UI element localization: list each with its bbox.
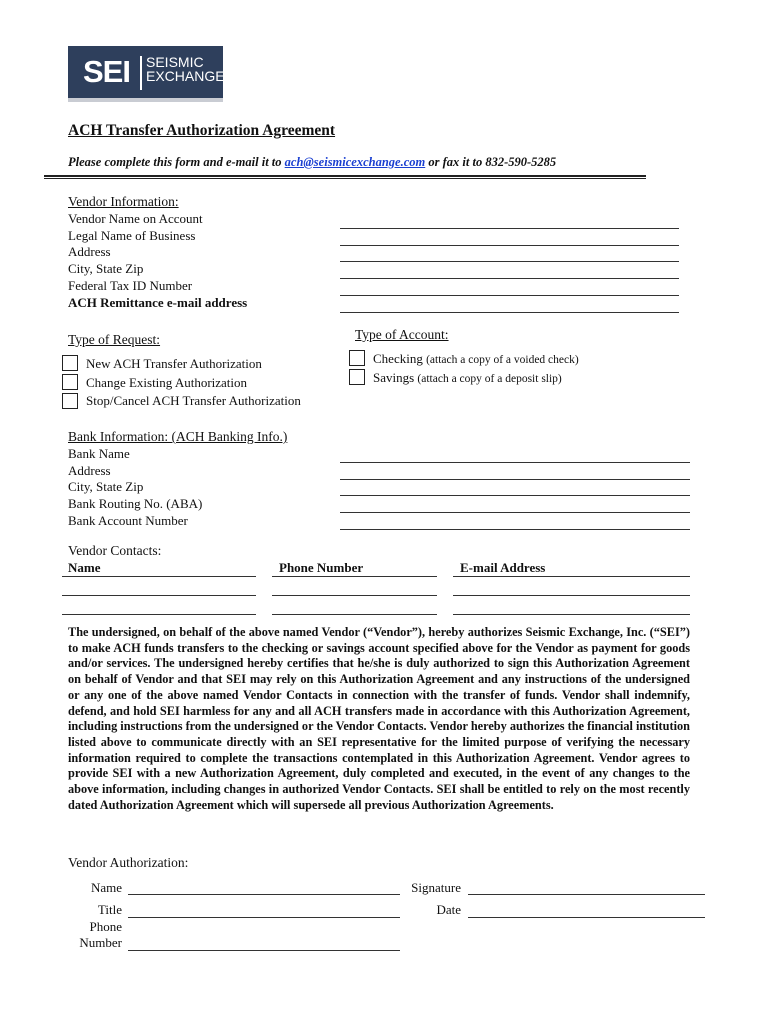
field-label: Bank Routing No. (ABA) <box>68 496 203 512</box>
legal-name-line[interactable] <box>340 245 679 246</box>
field-label: Address <box>68 462 111 478</box>
page-title: ACH Transfer Authorization Agreement <box>68 122 336 139</box>
field-label: Bank Name <box>68 446 130 461</box>
auth-date-line[interactable] <box>468 917 705 918</box>
company-logo <box>68 46 223 102</box>
auth-signature-line[interactable] <box>468 894 705 895</box>
auth-phone-label-line1: Phone <box>89 919 122 934</box>
field-label: Address <box>68 244 111 260</box>
city-state-zip-line[interactable] <box>340 278 679 279</box>
savings-note: (attach a copy of a deposit slip) <box>417 373 562 385</box>
type-of-account-heading: Type of Account: <box>355 327 449 342</box>
address-line[interactable] <box>340 261 679 262</box>
vendor-info-heading: Vendor Information: <box>68 194 179 209</box>
contact-email-line-2[interactable] <box>453 614 690 615</box>
field-label: Legal Name of Business <box>68 227 196 243</box>
tax-id-line[interactable] <box>340 295 679 296</box>
contacts-header-underline <box>272 576 437 577</box>
savings-text: Savings <box>373 370 415 385</box>
stop-cancel-checkbox[interactable] <box>62 393 78 409</box>
auth-phone-label-line2: Number <box>79 935 122 950</box>
savings-label <box>373 370 562 386</box>
auth-phone-label <box>60 919 122 951</box>
contact-phone-line-1[interactable] <box>272 595 437 596</box>
checking-checkbox[interactable] <box>349 350 365 366</box>
bank-info-labels <box>68 446 202 530</box>
bank-name-line[interactable] <box>340 462 690 463</box>
field-label: ACH Remittance e-mail address <box>68 294 248 310</box>
remittance-email-line[interactable] <box>340 312 679 313</box>
contact-name-line-1[interactable] <box>62 595 256 596</box>
contacts-col-phone: Phone Number <box>279 560 364 575</box>
vendor-info-labels <box>68 211 247 311</box>
vendor-auth-heading: Vendor Authorization: <box>68 855 189 870</box>
new-ach-checkbox[interactable] <box>62 355 78 371</box>
contacts-col-name: Name <box>68 560 101 575</box>
logo-line-2: EXCHANGE <box>146 68 225 84</box>
checking-text: Checking <box>373 351 423 366</box>
contact-email-line-1[interactable] <box>453 595 690 596</box>
bank-address-line[interactable] <box>340 479 690 480</box>
auth-title-line[interactable] <box>128 917 400 918</box>
email-link[interactable]: ach@seismicexchange.com <box>284 155 426 169</box>
vendor-name-line[interactable] <box>340 228 679 229</box>
stop-cancel-label: Stop/Cancel ACH Transfer Authorization <box>86 393 301 408</box>
instructions <box>68 155 556 170</box>
header-rule-thin <box>44 178 646 179</box>
auth-phone-line[interactable] <box>128 950 400 951</box>
instructions-before: Please complete this form and e-mail it to <box>68 155 285 169</box>
logo-text <box>146 55 225 83</box>
logo-mark: SEI <box>83 54 130 89</box>
field-label: City, State Zip <box>68 479 144 495</box>
contacts-col-email: E-mail Address <box>460 560 546 575</box>
vendor-contacts-heading: Vendor Contacts: <box>68 543 162 558</box>
contacts-header-underline <box>62 576 256 577</box>
field-label: Federal Tax ID Number <box>68 277 193 293</box>
bank-city-line[interactable] <box>340 495 690 496</box>
field-label: City, State Zip <box>68 261 144 277</box>
checking-label <box>373 351 579 367</box>
account-number-line[interactable] <box>340 529 690 530</box>
change-existing-checkbox[interactable] <box>62 374 78 390</box>
logo-divider <box>140 56 142 90</box>
contact-name-line-2[interactable] <box>62 614 256 615</box>
auth-title-label: Title <box>97 902 122 917</box>
auth-name-line[interactable] <box>128 894 400 895</box>
checking-note: (attach a copy of a voided check) <box>426 354 579 366</box>
agreement-text: The undersigned, on behalf of the above named Vendor (“Vendor”), hereby authorizes Seismic Exchange, Inc. (“SEI”) to make ACH funds transfers to the checking or savings account specified above for the Vendor as payment for goods and/or services. The undersigned hereby certifies that he/she is duly authorized to sign this Authorization Agreement on behalf of Vendor and that SEI may rely on this Authorization Agreement and any instructions of the undersigned or any one of the above named Vendor Contacts in connection with the transfer of funds. Vendor shall indemnify, defend, and hold SEI harmless for any and all ACH transfers made in accordance with this Authorization Agreement, including instructions from the undersigned or the Vendor Contacts. Vendor hereby authorizes the financial institution listed above to communicate directly with an SEI representative for the limited purpose of verifying the necessary information required to complete the transactions contemplated in this Authorization Agreement. Vendor agrees to provide SEI with a new Authorization Agreement, duly completed and executed, in the event of any changes to the above information, including changes in authorized Vendor Contacts. SEI shall be entitled to rely on the most recently dated Authorization Agreement which will supersede all previous Authorization Agreements. <box>68 625 690 812</box>
auth-name-label: Name <box>90 880 122 895</box>
header-rule <box>44 175 646 177</box>
type-of-request-heading: Type of Request: <box>68 332 161 347</box>
routing-number-line[interactable] <box>340 512 690 513</box>
savings-checkbox[interactable] <box>349 369 365 385</box>
new-ach-label: New ACH Transfer Authorization <box>86 356 262 371</box>
auth-date-label: Date <box>436 902 461 917</box>
logo-line-1: SEISMIC <box>146 54 204 70</box>
change-existing-label: Change Existing Authorization <box>86 375 248 390</box>
auth-signature-label: Signature <box>411 880 461 895</box>
contact-phone-line-2[interactable] <box>272 614 437 615</box>
instructions-after: or fax it to 832-590-5285 <box>425 155 557 169</box>
field-label: Vendor Name on Account <box>68 211 203 226</box>
bank-info-heading: Bank Information: (ACH Banking Info.) <box>68 429 288 444</box>
contacts-header-underline <box>453 576 690 577</box>
field-label: Bank Account Number <box>68 512 188 528</box>
